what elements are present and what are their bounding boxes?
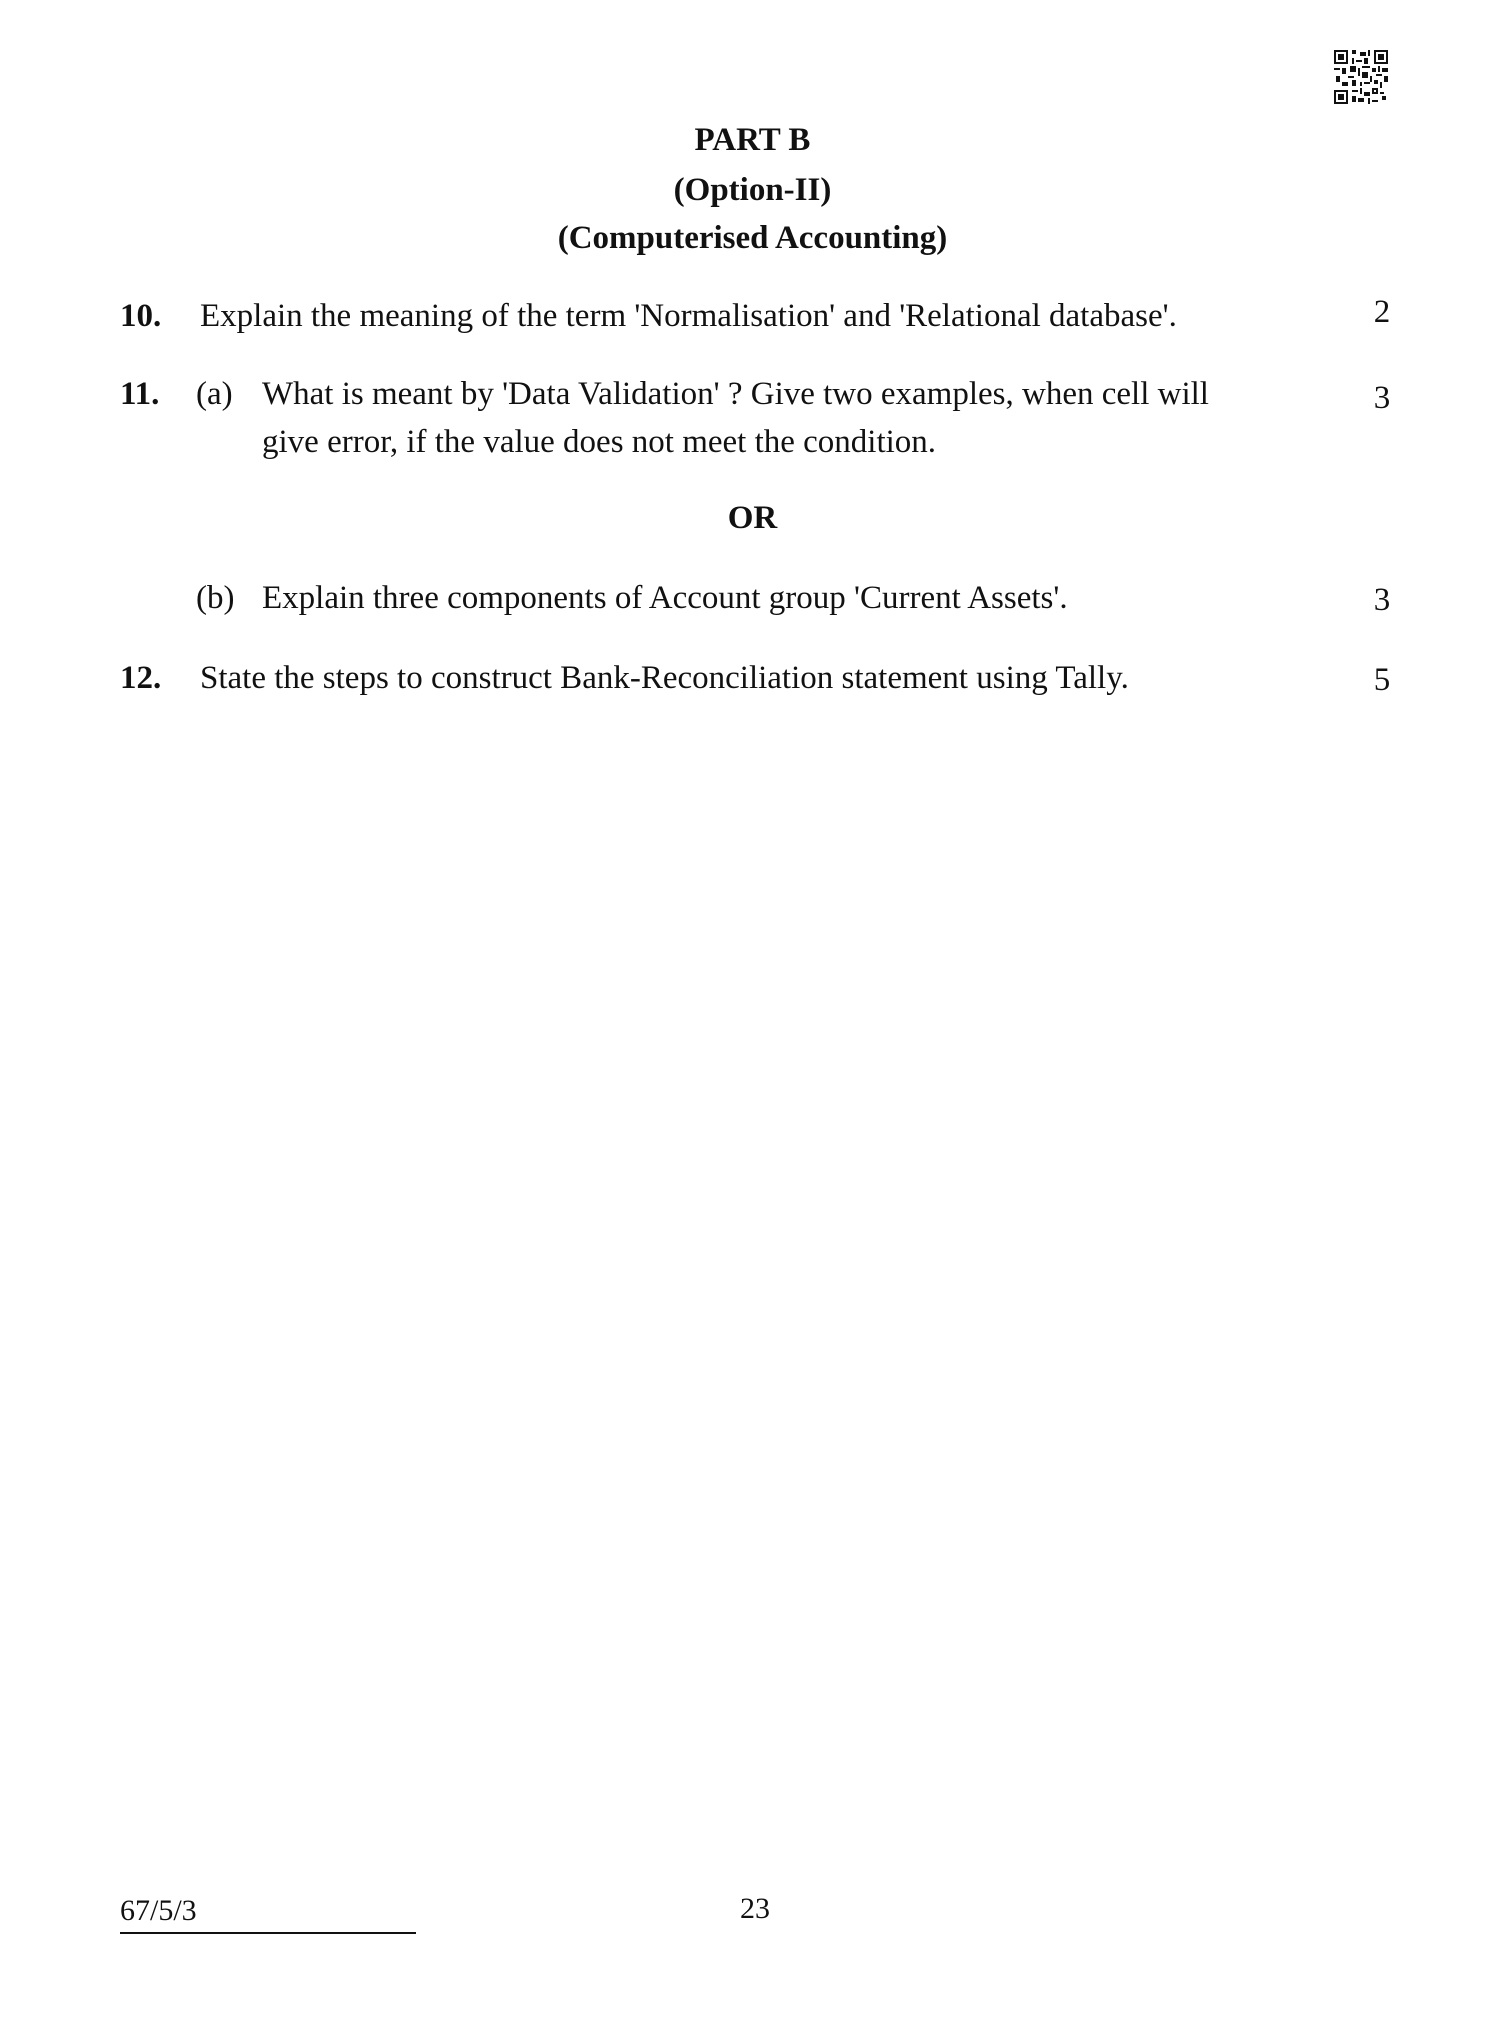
question-11a-label: (a) (196, 376, 233, 412)
qr-code-icon (1334, 50, 1388, 104)
option-heading: (Option-II) (673, 172, 832, 208)
question-11b-label: (b) (196, 580, 235, 616)
part-heading: PART B (694, 122, 811, 158)
question-number-12: 12. (120, 660, 162, 696)
or-separator: OR (727, 500, 778, 536)
question-11b-marks: 3 (1373, 582, 1391, 618)
page-number: 23 (740, 1892, 770, 1925)
paper-code: 67/5/3 (120, 1894, 197, 1927)
question-11a-text-line1: What is meant by 'Data Validation' ? Give two examples, when cell will (262, 376, 1209, 412)
question-11b-text: Explain three components of Account group 'Current Assets'. (262, 580, 1068, 616)
question-10-text: Explain the meaning of the term 'Normalisation' and 'Relational database'. (200, 298, 1177, 334)
question-12-text: State the steps to construct Bank-Reconciliation statement using Tally. (200, 660, 1129, 696)
subject-heading: (Computerised Accounting) (557, 220, 948, 256)
question-number-10: 10. (120, 298, 162, 334)
question-number-11: 11. (120, 376, 160, 412)
question-11a-text-line2: give error, if the value does not meet the condition. (262, 424, 937, 460)
question-10-marks: 2 (1373, 294, 1391, 330)
question-12-marks: 5 (1373, 662, 1391, 698)
question-11a-marks: 3 (1373, 380, 1391, 416)
footer-underline (120, 1932, 416, 1934)
